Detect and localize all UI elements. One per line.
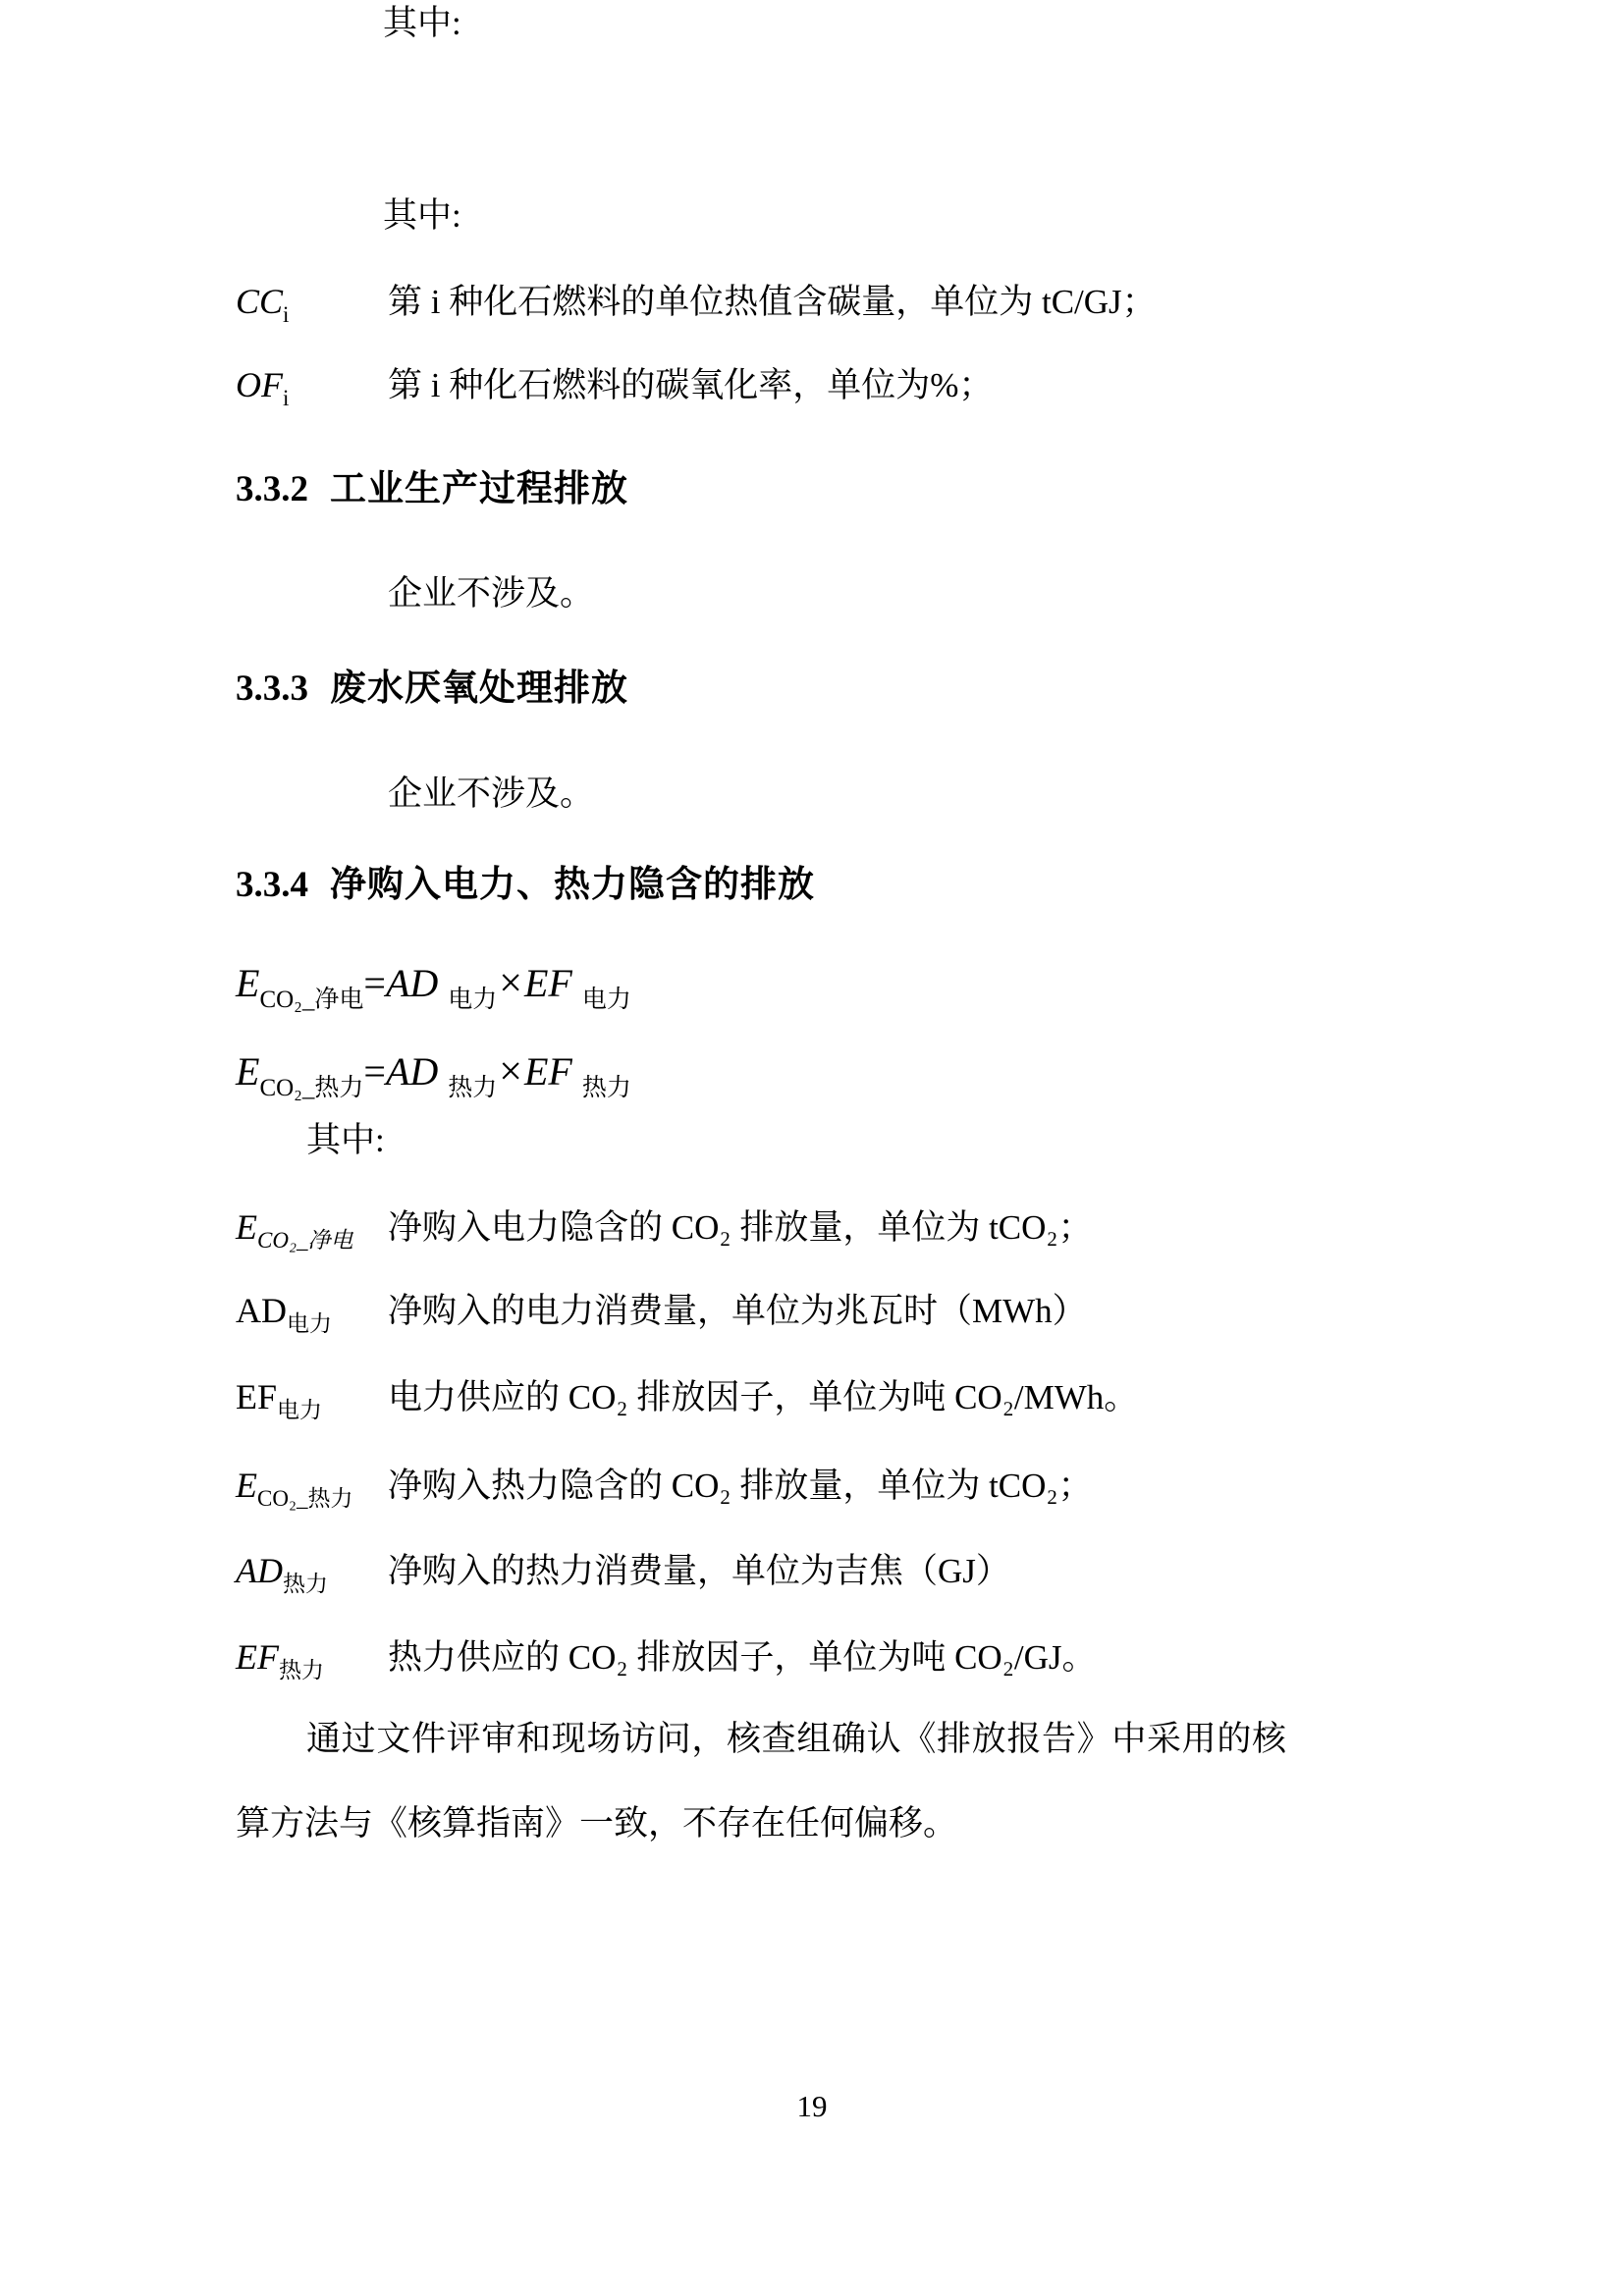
term-label-ofi xyxy=(236,361,388,413)
closing-paragraph: 通过文件评审和现场访问，核查组确认《排放报告》中采用的核算方法与《核算指南》一致，不存在任何偏移。 xyxy=(236,1720,1286,1842)
term-label-ad-elec xyxy=(236,1287,388,1339)
term-label-main: E xyxy=(236,1466,257,1505)
term-text: 净购入热力隐含的 CO₂ 排放量，单位为 tCO₂； xyxy=(388,1467,1093,1505)
term-text: 净购入电力隐含的 CO₂ 排放量，单位为 tCO₂； xyxy=(388,1208,1093,1247)
not-applicable-text: 企业不涉及。 xyxy=(388,574,595,613)
term-label-sub: CO₂_热力 xyxy=(257,1486,353,1511)
where-label-top xyxy=(383,192,461,240)
section-heading-333 xyxy=(236,664,628,714)
term-label-sub: CO₂_净电 xyxy=(257,1228,353,1253)
formula-ad-sub: 电力 xyxy=(448,987,498,1013)
where-label-text: 其中: xyxy=(383,196,461,235)
term-row-ad-elec xyxy=(236,1287,1506,1339)
section-body-333 xyxy=(388,771,594,818)
where-label-text: 其中: xyxy=(383,4,461,42)
term-label-ef-heat xyxy=(236,1633,388,1685)
term-row-e-heat xyxy=(236,1462,1506,1514)
term-row-ef-heat xyxy=(236,1633,1506,1685)
term-label-sub: i xyxy=(283,302,290,327)
term-text: 第 i 种化石燃料的碳氧化率，单位为%； xyxy=(388,366,994,404)
formula-lhs-sub: CO₂_热力 xyxy=(259,1075,364,1101)
term-text: 净购入的热力消费量，单位为吉焦（GJ） xyxy=(388,1552,1010,1590)
term-label-main: CC xyxy=(236,282,284,321)
term-row-ad-heat xyxy=(236,1547,1506,1599)
page-number: 19 xyxy=(796,2089,828,2123)
formula-ef-sub: 电力 xyxy=(581,987,631,1013)
formula-ef: EF xyxy=(523,1049,572,1094)
term-label-ad-heat xyxy=(236,1547,388,1599)
formula-lhs: E xyxy=(236,961,260,1005)
term-label-sub: 热力 xyxy=(278,1658,324,1682)
term-label-sub: 电力 xyxy=(277,1398,323,1422)
term-label-main: AD xyxy=(236,1551,283,1590)
term-row-ofi xyxy=(236,361,1506,413)
term-label-cci xyxy=(236,278,388,330)
term-label-sub: i xyxy=(283,386,290,410)
term-label-main: AD xyxy=(236,1291,287,1330)
where-label-top xyxy=(383,0,461,47)
section-title: 废水厌氧处理排放 xyxy=(330,667,628,708)
term-text: 净购入的电力消费量，单位为兆瓦时（MWh） xyxy=(388,1292,1087,1330)
formula-lhs-sub: CO₂_净电 xyxy=(259,987,364,1013)
term-label-sub: 热力 xyxy=(283,1572,328,1596)
where-label-text: 其中: xyxy=(306,1121,385,1159)
formula-ef: EF xyxy=(523,961,572,1005)
term-label-main: EF xyxy=(236,1377,278,1416)
term-row-e-elec xyxy=(236,1203,1506,1255)
term-text: 第 i 种化石燃料的单位热值含碳量，单位为 tC/GJ； xyxy=(388,283,1157,321)
not-applicable-text: 企业不涉及。 xyxy=(388,774,595,813)
formula-lhs: E xyxy=(236,1049,260,1094)
term-row-cci xyxy=(236,278,1506,330)
section-body-332 xyxy=(388,570,594,617)
term-text: 热力供应的 CO₂ 排放因子，单位为吨 CO₂/GJ。 xyxy=(388,1638,1097,1677)
where-label-334 xyxy=(306,1117,385,1164)
section-title: 净购入电力、热力隐含的排放 xyxy=(330,864,815,904)
section-number: 3.3.3 xyxy=(236,668,308,709)
term-label-e-elec xyxy=(236,1203,388,1255)
section-heading-332 xyxy=(236,464,628,514)
formula-heat xyxy=(236,1044,631,1105)
term-row-ef-elec xyxy=(236,1373,1506,1425)
term-label-sub: 电力 xyxy=(287,1311,332,1336)
section-heading-334 xyxy=(236,860,815,910)
formula-ad: AD xyxy=(385,961,439,1005)
term-label-main: EF xyxy=(236,1637,279,1677)
section-number: 3.3.2 xyxy=(236,469,308,509)
section-title: 工业生产过程排放 xyxy=(330,468,628,508)
formula-ad: AD xyxy=(385,1049,439,1094)
multiply-sign: × xyxy=(499,1049,522,1095)
term-label-e-heat xyxy=(236,1462,388,1514)
formula-electricity xyxy=(236,956,631,1017)
multiply-sign: × xyxy=(499,961,522,1006)
term-label-main: E xyxy=(236,1207,257,1247)
section-number: 3.3.4 xyxy=(236,865,308,905)
term-label-ef-elec xyxy=(236,1373,388,1425)
equals-sign: = xyxy=(363,1049,386,1094)
formula-ad-sub: 热力 xyxy=(448,1075,498,1101)
term-text: 电力供应的 CO₂ 排放因子，单位为吨 CO₂/MWh。 xyxy=(388,1378,1139,1416)
term-label-main: OF xyxy=(236,365,283,404)
equals-sign: = xyxy=(363,961,386,1005)
formula-ef-sub: 热力 xyxy=(581,1075,631,1101)
